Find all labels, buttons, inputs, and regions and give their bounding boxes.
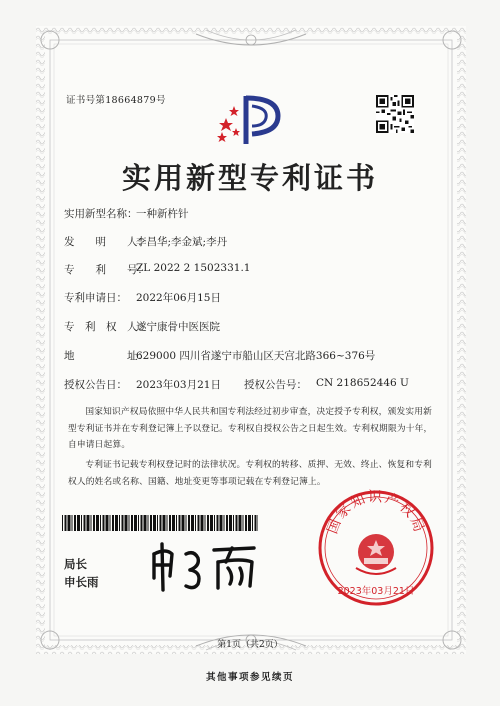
patentee-row: [64, 319, 220, 334]
grant-date-value: 2023年03月21日: [136, 379, 221, 391]
seal-text: 国家知识产权局: [324, 489, 428, 537]
filing-date-value: 2022年06月15日: [136, 292, 221, 304]
patent-number-row: [64, 262, 251, 277]
utility-name-value: 一种新杵针: [136, 208, 189, 220]
grant-date-label: 授权公告日：: [64, 379, 127, 391]
filing-date-label: 专利申请日：: [64, 292, 127, 304]
footer-note: 其他事项参见续页: [205, 672, 294, 683]
patent-number-label: 专 利 号：: [64, 264, 148, 276]
certificate-number: 证书号第18664879号: [66, 95, 166, 106]
inventors-row: [64, 234, 228, 249]
decision-paragraph: 国家知识产权局依照中华人民共和国专利法经过初步审查，决定授予专利权，颁发实用新型专利证书并在专利登记簿上予以登记。专利权自授权公告之日起生效。专利权期限为十年，自申请日起算。: [68, 407, 433, 450]
signatory-title: 局长: [64, 557, 87, 571]
utility-name-label: 实用新型名称：: [64, 208, 138, 220]
address-value: 629000 四川省遂宁市船山区天宫北路366~376号: [136, 350, 376, 362]
certificate-title: 实用新型专利证书: [121, 161, 378, 195]
grant-number-row: [244, 377, 409, 392]
qr-code-icon: [376, 95, 414, 133]
page-number: 第1页（共2页）: [217, 640, 283, 650]
utility-name-row: [64, 206, 189, 221]
barcode-icon: [62, 515, 258, 531]
inventors-label: 发 明 人：: [64, 236, 148, 248]
svg-text:国家知识产权局: [325, 490, 428, 537]
seal-date: 2023年03月21日: [337, 586, 415, 597]
cnipa-logo-icon: [212, 92, 292, 148]
grant-number-label: 授权公告号：: [244, 379, 307, 391]
patentee-label: 专 利 权 人：: [64, 321, 148, 333]
filing-date-row: [64, 290, 221, 305]
legal-status-paragraph: 专利证书记载专利权登记时的法律状况。专利权的转移、质押、无效、终止、恢复和专利权人的姓名或名称、国籍、地址变更等事项记载在专利登记簿上。: [68, 460, 433, 487]
signatory-name: 申长雨: [64, 575, 99, 589]
grant-date-row: [64, 377, 221, 392]
address-row: [64, 348, 376, 363]
patent-number-value: ZL 2022 2 1502331.1: [136, 262, 251, 274]
handwritten-signature: [148, 540, 266, 592]
inventors-value: 李昌华;李金斌;李丹: [136, 236, 228, 248]
patentee-value: 遂宁康骨中医医院: [136, 321, 220, 333]
address-label: 地 址：: [64, 350, 148, 362]
grant-number-value: CN 218652446 U: [316, 377, 409, 389]
